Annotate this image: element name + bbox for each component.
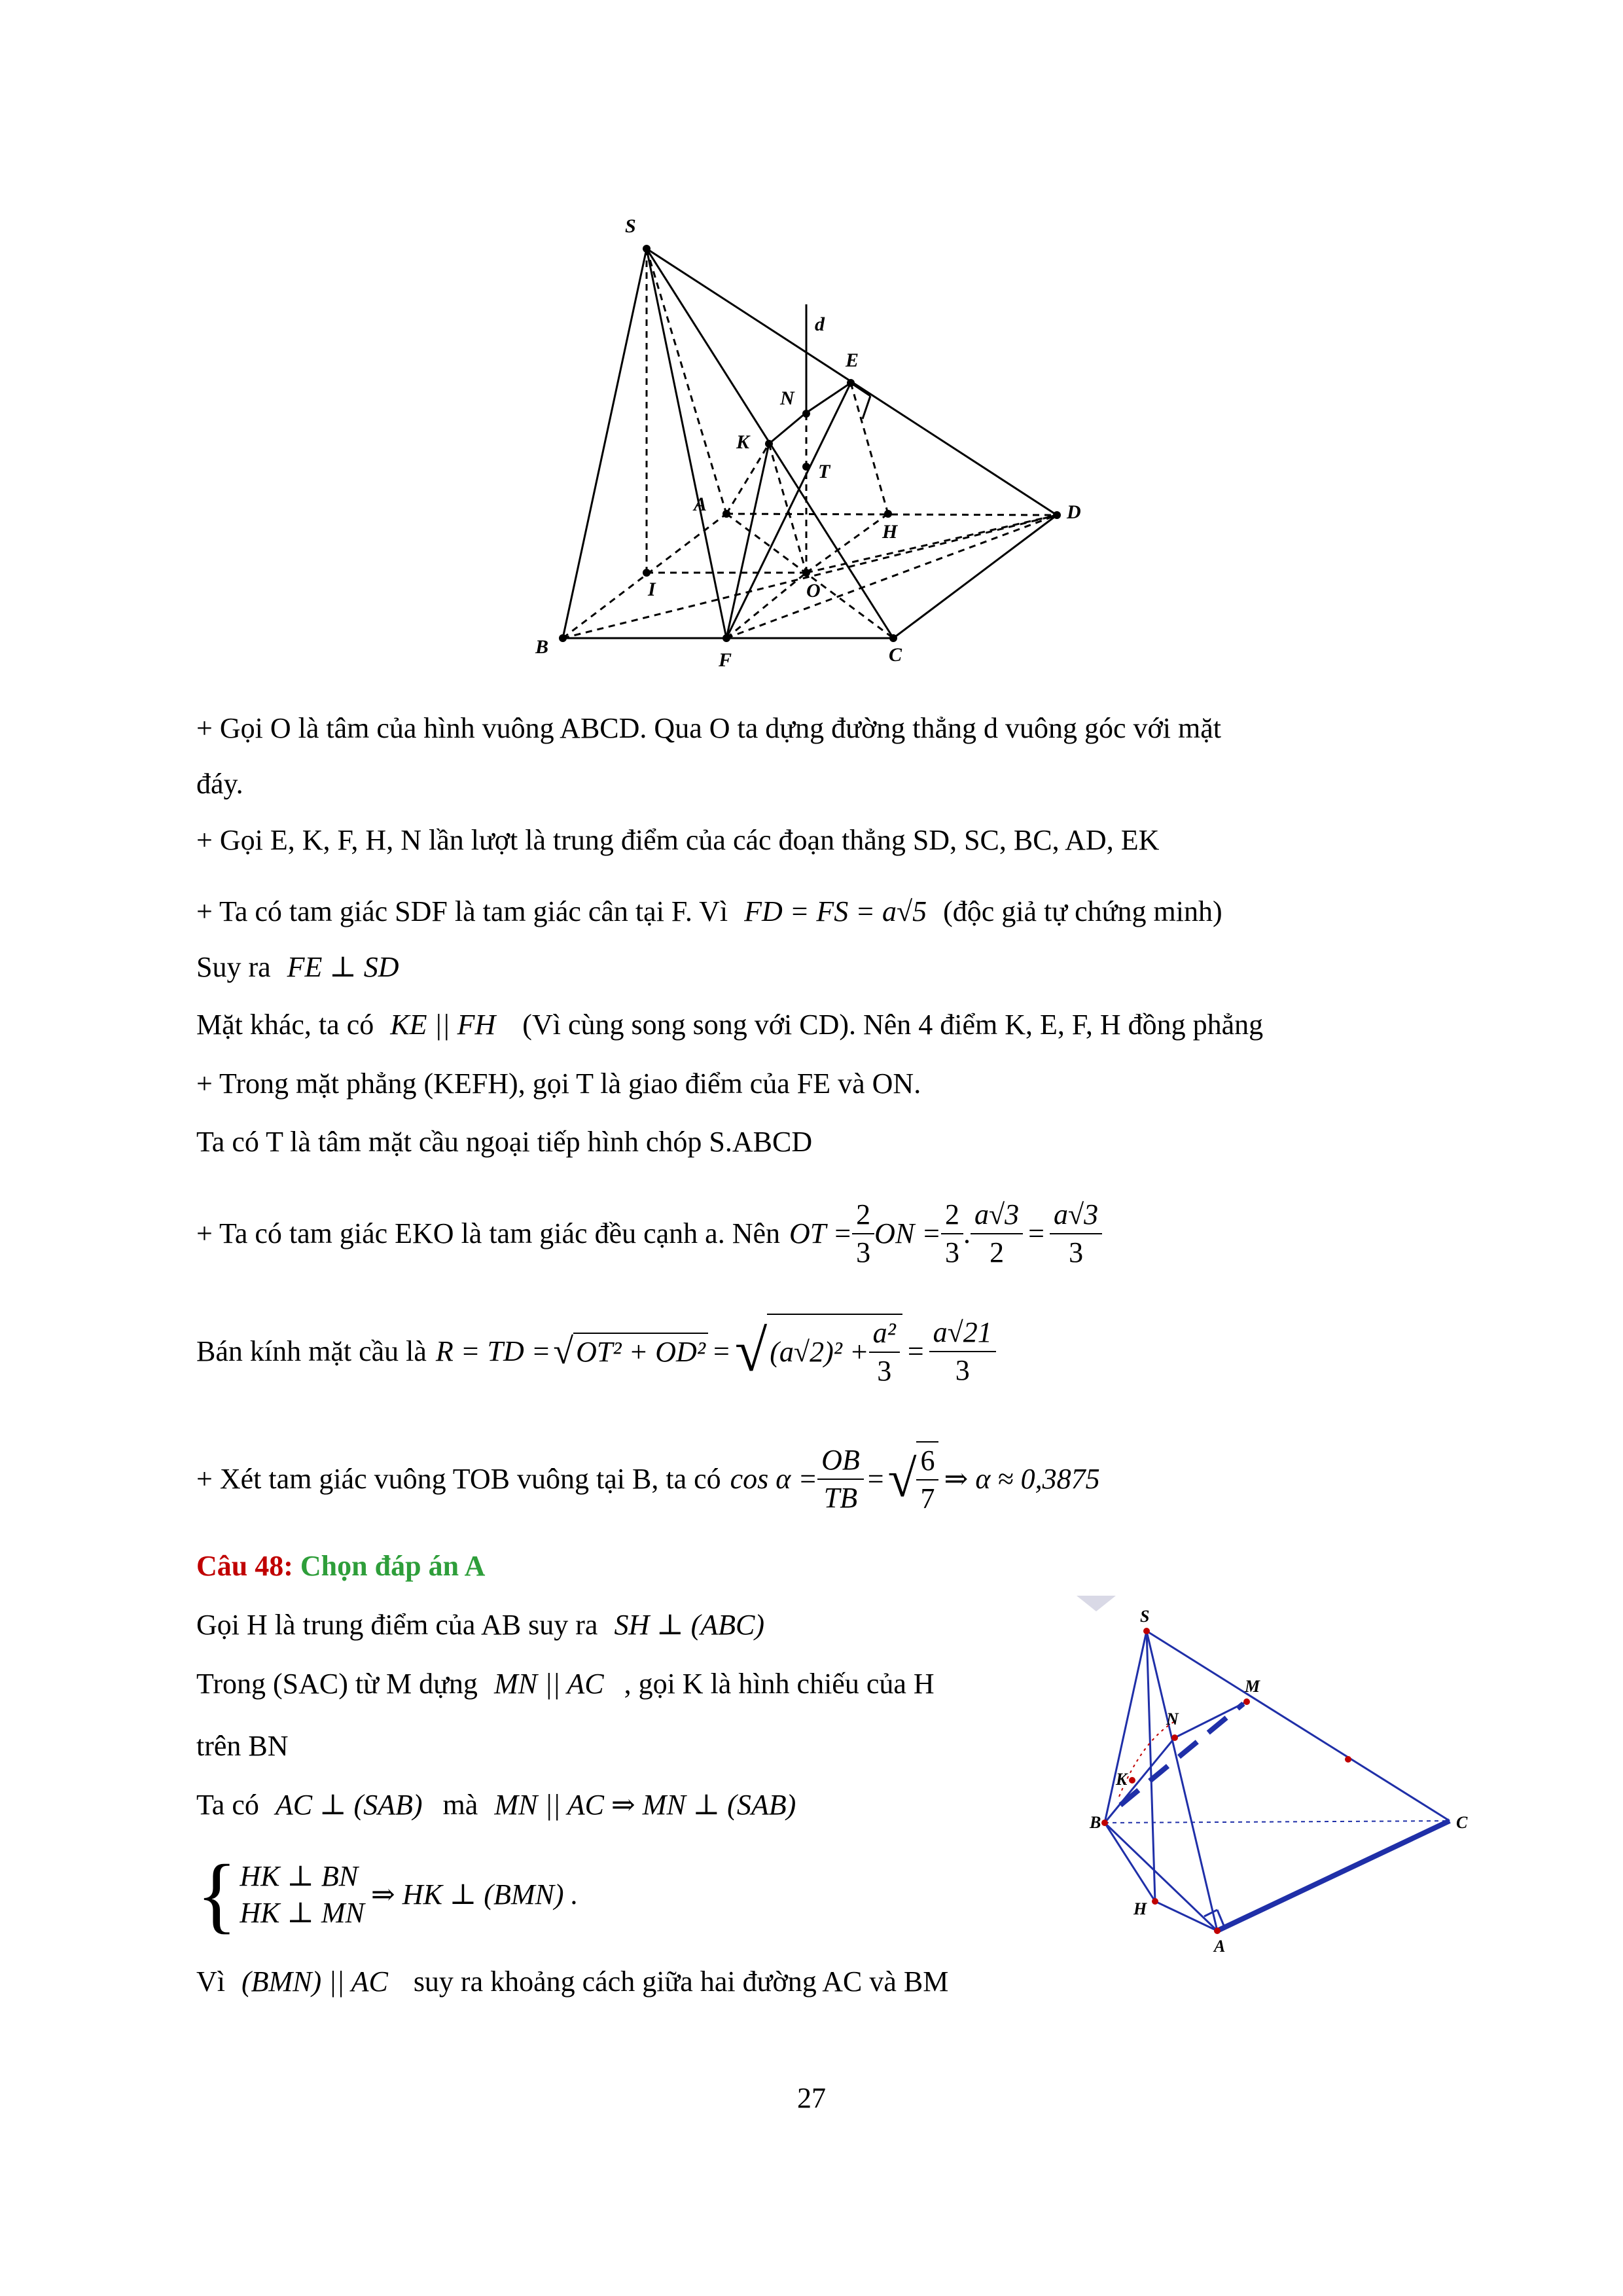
frac-a2-3 bbox=[869, 1315, 900, 1390]
frac-2-3-a bbox=[852, 1196, 874, 1271]
label-C: C bbox=[889, 644, 902, 666]
cau48-system bbox=[196, 1846, 578, 1944]
p10-text: + Xét tam giác vuông TOB vuông tại B, ta có bbox=[196, 1463, 721, 1495]
label-I: I bbox=[648, 579, 656, 600]
l1-math: SH ⊥ (ABC) bbox=[614, 1609, 765, 1641]
eq: = bbox=[867, 1463, 884, 1495]
label-K: K bbox=[1116, 1770, 1128, 1789]
num: a√3 bbox=[1050, 1196, 1102, 1234]
paragraph-9 bbox=[196, 1302, 996, 1401]
label-O: O bbox=[806, 580, 821, 601]
root-1: OT² + OD² bbox=[573, 1333, 708, 1371]
l4-math2: MN || AC ⇒ MN ⊥ (SAB) bbox=[494, 1789, 796, 1821]
frac-ob-tb bbox=[817, 1442, 864, 1516]
den: 7 bbox=[920, 1482, 935, 1515]
frac-2-3-b bbox=[941, 1196, 963, 1271]
p5-math: KE || FH bbox=[390, 1009, 496, 1041]
cau48-line6 bbox=[196, 1964, 948, 2000]
cau48-num: Câu 48: bbox=[196, 1550, 293, 1582]
cos-lhs: cos α = bbox=[730, 1463, 818, 1495]
sys-result: ⇒ HK ⊥ (BMN) . bbox=[370, 1878, 579, 1910]
cau48-line1 bbox=[196, 1607, 764, 1643]
label-D: D bbox=[1067, 501, 1081, 523]
eq: = bbox=[713, 1335, 730, 1367]
paragraph-10 bbox=[196, 1433, 1100, 1525]
r-lhs: R = TD = bbox=[435, 1335, 551, 1367]
l4-text: Ta có bbox=[196, 1789, 259, 1821]
num: 2 bbox=[941, 1196, 963, 1234]
sqrt-3: √ bbox=[887, 1450, 917, 1508]
den: 2 bbox=[990, 1236, 1005, 1268]
root-2a: (a√2)² + bbox=[770, 1336, 869, 1368]
p3-text: + Ta có tam giác SDF là tam giác cân tại F. Vì bbox=[196, 895, 728, 927]
p9-text: Bán kính mặt cầu là bbox=[196, 1335, 427, 1367]
label-A: A bbox=[1214, 1937, 1226, 1956]
paragraph-5 bbox=[196, 1007, 1263, 1043]
num: a√21 bbox=[929, 1314, 996, 1352]
label-N: N bbox=[1166, 1710, 1179, 1729]
sqrt-1: √ bbox=[553, 1331, 574, 1372]
label-M: M bbox=[1245, 1677, 1260, 1696]
label-d: d bbox=[815, 314, 825, 335]
p4-text: Suy ra bbox=[196, 951, 271, 983]
root-2 bbox=[767, 1314, 902, 1390]
label-S: S bbox=[625, 215, 636, 237]
den: 3 bbox=[955, 1354, 970, 1386]
label-B: B bbox=[1090, 1813, 1101, 1832]
paragraph-4 bbox=[196, 949, 399, 986]
p4-math: FE ⊥ SD bbox=[287, 951, 399, 983]
cos-result: ⇒ α ≈ 0,3875 bbox=[944, 1463, 1100, 1495]
sys-rows bbox=[240, 1858, 365, 1931]
frac-a3-2 bbox=[971, 1196, 1023, 1271]
paragraph-1a: + Gọi O là tâm của hình vuông ABCD. Qua O ta dựng đường thẳng d vuông góc với mặt bbox=[196, 712, 1221, 744]
p5-text: Mặt khác, ta có bbox=[196, 1009, 374, 1041]
cau48-answer: Chọn đáp án A bbox=[300, 1550, 486, 1582]
ot-eq: OT = bbox=[789, 1217, 853, 1249]
cau48-line2 bbox=[196, 1666, 935, 1702]
sys-row1: HK ⊥ BN bbox=[240, 1860, 359, 1892]
den: 3 bbox=[877, 1355, 892, 1387]
label-H: H bbox=[882, 521, 898, 543]
sys-row2: HK ⊥ MN bbox=[240, 1897, 365, 1929]
l6-math: (BMN) || AC bbox=[241, 1965, 388, 1998]
cau48-line4 bbox=[196, 1787, 796, 1823]
paragraph-7: Ta có T là tâm mặt cầu ngoại tiếp hình chóp S.ABCD bbox=[196, 1126, 813, 1158]
sqrt-2: √ bbox=[734, 1319, 768, 1384]
paragraph-8 bbox=[196, 1191, 1102, 1276]
figure-pyramid-sabcd bbox=[510, 203, 1139, 700]
brace: { bbox=[196, 1848, 238, 1942]
paragraph-1b: đáy. bbox=[196, 768, 243, 800]
paragraph-2: + Gọi E, K, F, H, N lần lượt là trung điểm của các đoạn thẳng SD, SC, BC, AD, EK bbox=[196, 824, 1160, 856]
l2-math: MN || AC bbox=[493, 1668, 604, 1700]
paragraph-6: + Trong mặt phẳng (KEFH), gọi T là giao điểm của FE và ON. bbox=[196, 1067, 921, 1100]
l4-mid: mà bbox=[442, 1789, 478, 1821]
den: 3 bbox=[1069, 1236, 1084, 1268]
p3-post: (độc giả tự chứng minh) bbox=[943, 895, 1222, 927]
num: 2 bbox=[852, 1196, 874, 1234]
num: OB bbox=[817, 1442, 864, 1480]
frac-6-7 bbox=[916, 1441, 938, 1517]
label-B: B bbox=[535, 636, 549, 658]
label-N: N bbox=[780, 387, 794, 409]
den: 3 bbox=[856, 1236, 871, 1268]
l6-post: suy ra khoảng cách giữa hai đường AC và BM bbox=[413, 1965, 949, 1998]
num: a√3 bbox=[971, 1196, 1023, 1234]
l2-post: , gọi K là hình chiếu của H bbox=[624, 1668, 935, 1700]
p5-post: (Vì cùng song song với CD). Nên 4 điểm K, E, F, H đồng phẳng bbox=[522, 1009, 1264, 1041]
page-number: 27 bbox=[797, 2082, 826, 2114]
label-T: T bbox=[818, 461, 830, 482]
dot: . bbox=[963, 1217, 971, 1249]
l4-math1: AC ⊥ (SAB) bbox=[275, 1789, 423, 1821]
cau48-heading bbox=[196, 1548, 485, 1585]
label-F: F bbox=[719, 649, 732, 671]
label-H: H bbox=[1133, 1899, 1147, 1918]
figure-pyramid-sabc bbox=[1060, 1584, 1479, 1964]
eq: = bbox=[907, 1335, 924, 1367]
label-C: C bbox=[1456, 1813, 1468, 1832]
label-S: S bbox=[1140, 1607, 1150, 1626]
label-A: A bbox=[694, 493, 707, 515]
on-eq: ON = bbox=[874, 1217, 941, 1249]
num: 6 bbox=[916, 1443, 938, 1480]
l1-text: Gọi H là trung điểm của AB suy ra bbox=[196, 1609, 598, 1641]
den: TB bbox=[823, 1482, 858, 1514]
frac-a21-3 bbox=[929, 1314, 996, 1389]
label-K: K bbox=[736, 431, 750, 453]
label-E: E bbox=[846, 350, 859, 371]
p8-text: + Ta có tam giác EKO là tam giác đều cạnh a. Nên bbox=[196, 1217, 781, 1249]
l6-text: Vì bbox=[196, 1965, 225, 1998]
p3-math: FD = FS = a√5 bbox=[744, 895, 927, 927]
frac-a3-3 bbox=[1050, 1196, 1102, 1271]
paragraph-3 bbox=[196, 893, 1222, 930]
l2-text: Trong (SAC) từ M dựng bbox=[196, 1668, 478, 1700]
num: a² bbox=[869, 1315, 900, 1353]
cau48-line3: trên BN bbox=[196, 1730, 289, 1762]
eq: = bbox=[1028, 1217, 1044, 1249]
den: 3 bbox=[945, 1236, 959, 1268]
